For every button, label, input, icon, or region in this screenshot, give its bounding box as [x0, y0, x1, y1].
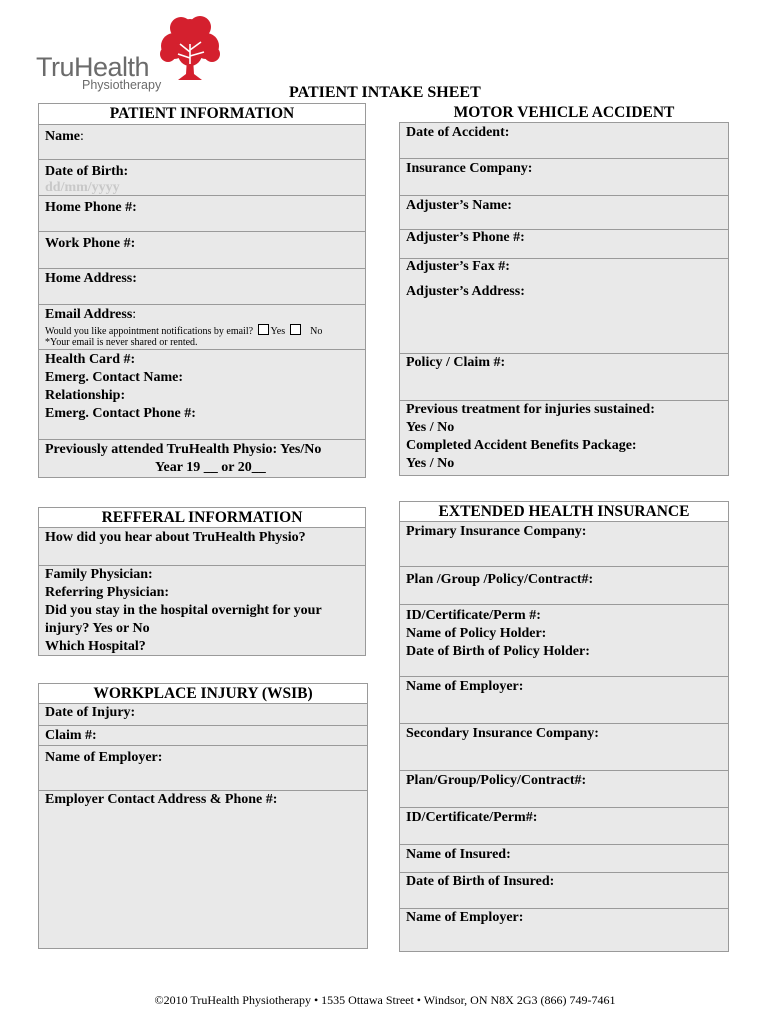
year-label: Year 19 __ or 20__: [155, 460, 266, 475]
emerg-contact-phone-label: Emerg. Contact Phone #:: [45, 406, 196, 421]
primary-insurance-field[interactable]: [400, 522, 728, 567]
completed-benefits-label: Completed Accident Benefits Package:: [406, 438, 637, 453]
health-card-label: Health Card #:: [45, 352, 136, 367]
no-label: No: [310, 326, 323, 337]
wsib-employer-label: Name of Employer:: [45, 750, 163, 765]
referring-physician-label: Referring Physician:: [45, 585, 170, 600]
adjuster-name-label: Adjuster’s Name:: [406, 198, 512, 213]
page-title: PATIENT INTAKE SHEET: [289, 84, 481, 101]
email-notify-question: Would you like appointment notifications by email? Yes No: [45, 326, 323, 337]
mva-header: MOTOR VEHICLE ACCIDENT: [399, 103, 729, 123]
dob-field[interactable]: [39, 160, 365, 196]
patient-info-section: [38, 124, 366, 478]
id-certificate-label: ID/Certificate/Perm #:: [406, 608, 541, 623]
previously-attended-label: Previously attended TruHealth Physio: Yes/No: [45, 442, 322, 457]
secondary-insurance-label: Secondary Insurance Company:: [406, 726, 599, 741]
insured-name-label: Name of Insured:: [406, 847, 511, 862]
claim-number-label: Claim #:: [45, 728, 97, 743]
name-label: Name: [45, 129, 80, 144]
adjuster-name-field[interactable]: [400, 196, 728, 230]
prev-treatment-yes-no[interactable]: Yes / No: [406, 420, 455, 435]
yes-checkbox[interactable]: [258, 324, 269, 335]
family-physician-label: Family Physician:: [45, 567, 153, 582]
adjuster-address-label: Adjuster’s Address:: [406, 284, 525, 299]
logo-brand: TruHealth: [36, 52, 150, 82]
health-card-emergency-field[interactable]: [39, 350, 365, 440]
employer-field[interactable]: [400, 677, 728, 724]
injury-date-label: Date of Injury:: [45, 705, 136, 720]
email-field[interactable]: Email Address: Would you like appointment notifications by email? Yes No *Your email is never shared or rented.: [39, 305, 365, 350]
email-privacy-note: *Your email is never shared or rented.: [45, 337, 198, 348]
employer-2-label: Name of Employer:: [406, 910, 524, 925]
home-phone-field[interactable]: [39, 196, 365, 232]
relationship-label: Relationship:: [45, 388, 126, 403]
hospital-stay-question: Did you stay in the hospital overnight for your: [45, 603, 322, 618]
insured-dob-field[interactable]: [400, 873, 728, 909]
primary-insurance-label: Primary Insurance Company:: [406, 524, 587, 539]
tree-icon: [158, 14, 222, 86]
email-label: Email Address: [45, 307, 133, 322]
plan-group-2-field[interactable]: [400, 771, 728, 808]
policy-holder-dob-label: Date of Birth of Policy Holder:: [406, 644, 590, 659]
injury-date-field[interactable]: [39, 704, 367, 726]
name-field[interactable]: Name:: [39, 125, 365, 160]
ehi-section: [399, 521, 729, 952]
dob-placeholder: dd/mm/yyyy: [45, 180, 120, 195]
which-hospital-label: Which Hospital?: [45, 639, 146, 654]
no-checkbox[interactable]: [290, 324, 301, 335]
adjuster-phone-field[interactable]: [400, 230, 728, 259]
completed-benefits-yes-no[interactable]: Yes / No: [406, 456, 455, 471]
plan-group-2-label: Plan/Group/Policy/Contract#:: [406, 773, 587, 788]
hospital-stay-yes-no[interactable]: injury? Yes or No: [45, 621, 150, 636]
wsib-header: WORKPLACE INJURY (WSIB): [38, 683, 368, 704]
policy-holder-field[interactable]: [400, 605, 728, 677]
wsib-section: [38, 703, 368, 949]
dob-label: Date of Birth:: [45, 164, 129, 179]
employer-label: Name of Employer:: [406, 679, 524, 694]
plan-group-label: Plan /Group /Policy/Contract#:: [406, 572, 594, 587]
adjuster-fax-field[interactable]: [400, 259, 728, 283]
previously-attended-field[interactable]: [39, 440, 365, 479]
home-phone-label: Home Phone #:: [45, 200, 137, 215]
home-address-field[interactable]: [39, 269, 365, 305]
policy-claim-field[interactable]: [400, 354, 728, 401]
logo-subtitle: Physiotherapy: [82, 78, 162, 92]
insured-name-field[interactable]: [400, 845, 728, 873]
adjuster-phone-label: Adjuster’s Phone #:: [406, 230, 525, 245]
footer-contact: ©2010 TruHealth Physiotherapy • 1535 Ottawa Street • Windsor, ON N8X 2G3 (866) 749-7461: [154, 993, 616, 1007]
employer-2-field[interactable]: [400, 909, 728, 953]
accident-date-label: Date of Accident:: [406, 125, 510, 140]
employer-contact-label: Employer Contact Address & Phone #:: [45, 792, 278, 807]
policy-claim-label: Policy / Claim #:: [406, 355, 506, 370]
id-certificate-2-field[interactable]: [400, 808, 728, 845]
how-heard-label: How did you hear about TruHealth Physio?: [45, 530, 306, 545]
insurance-company-field[interactable]: [400, 159, 728, 196]
employer-contact-field[interactable]: [39, 791, 367, 950]
accident-date-field[interactable]: [400, 123, 728, 159]
insured-dob-label: Date of Birth of Insured:: [406, 874, 555, 889]
home-address-label: Home Address:: [45, 271, 137, 286]
id-certificate-2-label: ID/Certificate/Perm#:: [406, 810, 538, 825]
adjuster-address-field[interactable]: [400, 283, 728, 354]
claim-number-field[interactable]: [39, 726, 367, 746]
secondary-insurance-field[interactable]: [400, 724, 728, 771]
yes-label: Yes: [270, 326, 286, 337]
treatment-benefits-field[interactable]: [400, 401, 728, 477]
insurance-company-label: Insurance Company:: [406, 161, 533, 176]
policy-holder-name-label: Name of Policy Holder:: [406, 626, 547, 641]
referral-header: REFFERAL INFORMATION: [38, 507, 366, 528]
physician-hospital-field[interactable]: [39, 566, 365, 657]
wsib-employer-field[interactable]: [39, 746, 367, 791]
prev-treatment-label: Previous treatment for injuries sustained:: [406, 402, 655, 417]
emerg-contact-name-label: Emerg. Contact Name:: [45, 370, 184, 385]
referral-section: [38, 527, 366, 656]
work-phone-label: Work Phone #:: [45, 236, 136, 251]
adjuster-fax-label: Adjuster’s Fax #:: [406, 259, 510, 274]
plan-group-field[interactable]: [400, 567, 728, 605]
patient-info-header: PATIENT INFORMATION: [38, 103, 366, 125]
mva-section: [399, 122, 729, 476]
how-heard-field[interactable]: [39, 528, 365, 566]
ehi-header: EXTENDED HEALTH INSURANCE: [399, 501, 729, 522]
work-phone-field[interactable]: [39, 232, 365, 269]
